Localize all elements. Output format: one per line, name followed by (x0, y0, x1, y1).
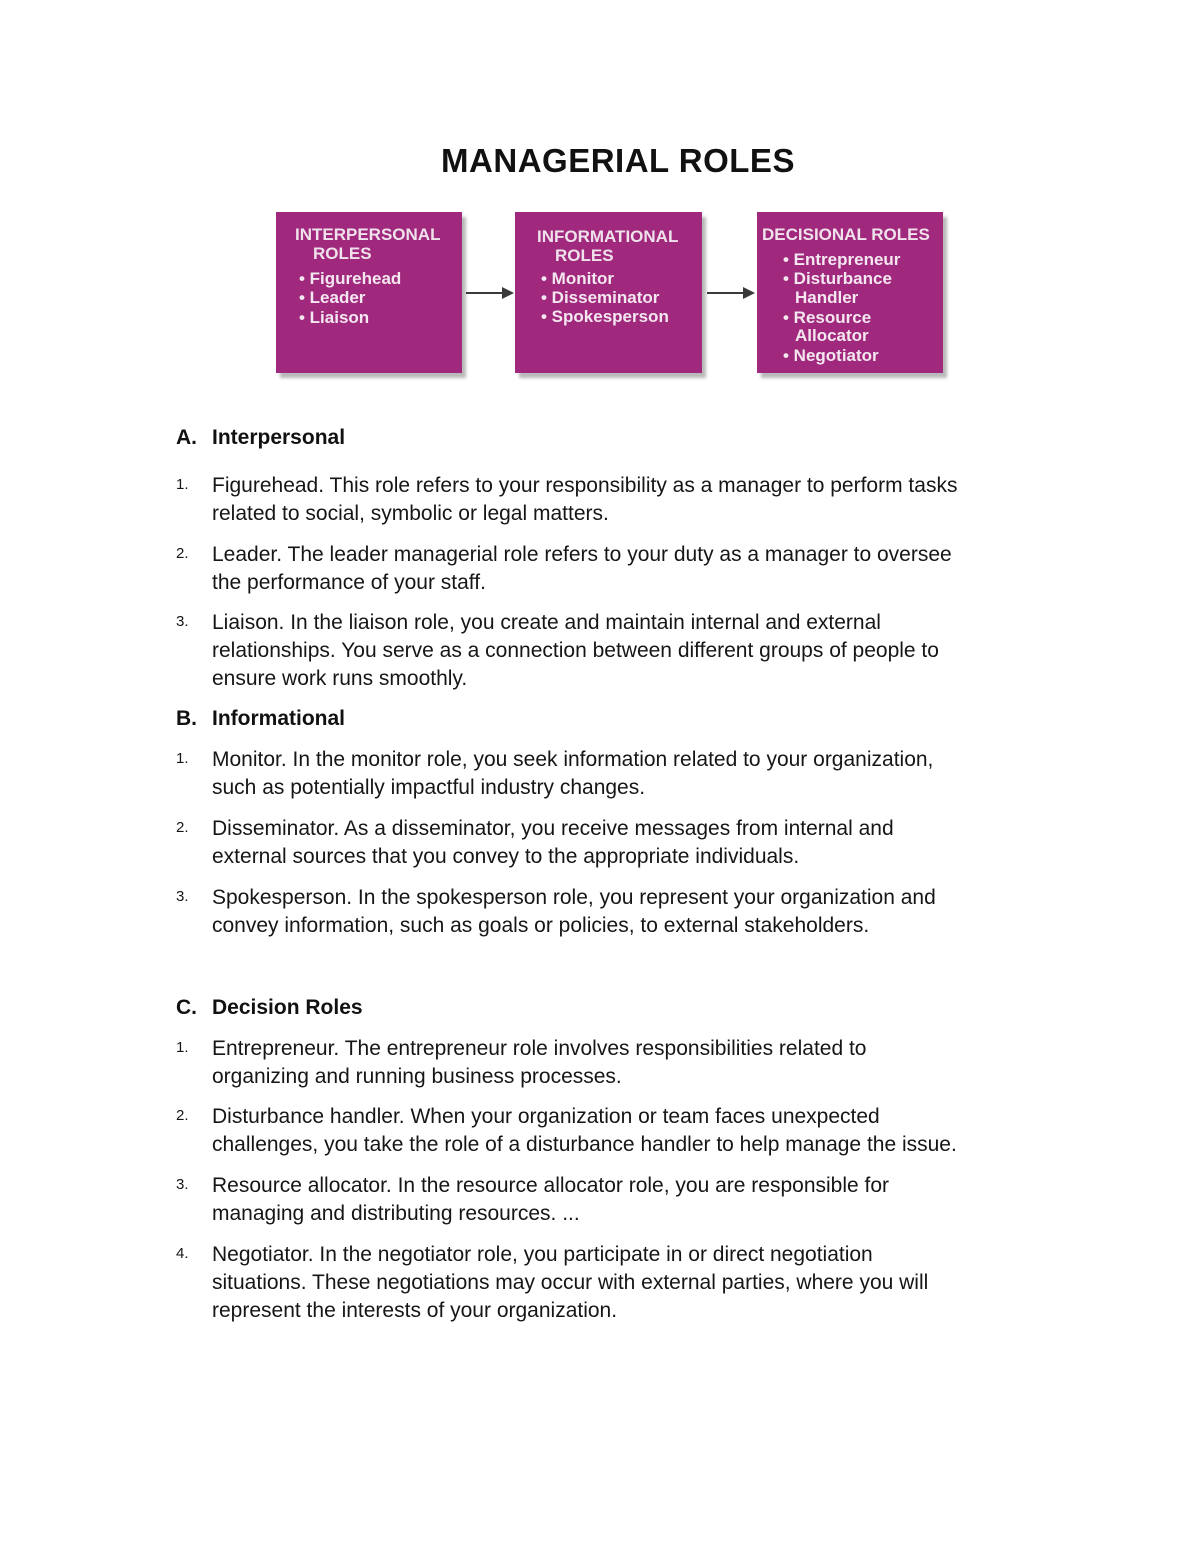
item-line: Leader. The leader managerial role refers to your duty as a manager to oversee (212, 543, 952, 566)
section-heading (176, 423, 1076, 453)
item-number: 2. (176, 545, 189, 562)
list-item (176, 541, 1076, 597)
box-item: • Figurehead (299, 269, 402, 288)
item-number: 3. (176, 888, 189, 905)
section-heading-text: Decision Roles (212, 996, 363, 1019)
section-heading-text: Interpersonal (212, 426, 346, 449)
item-number: 3. (176, 613, 189, 630)
item-line: Figurehead. This role refers to your responsibility as a manager to perform tasks (212, 474, 958, 497)
list-item (176, 1241, 1076, 1325)
item-number: 2. (176, 819, 189, 836)
box-title-line: ROLES (313, 244, 372, 263)
item-line: challenges, you take the role of a disturbance handler to help manage the issue. (212, 1133, 957, 1156)
section-decision-roles (176, 993, 1076, 1325)
list-item (176, 1103, 1076, 1159)
box-item: Handler (795, 288, 859, 307)
section-heading (176, 993, 1076, 1023)
item-line: external sources that you convey to the appropriate individuals. (212, 845, 800, 868)
arrow-icon (466, 292, 512, 294)
arrow-icon (707, 292, 753, 294)
item-line: Monitor. In the monitor role, you seek information related to your organization, (212, 748, 934, 771)
item-line: Entrepreneur. The entrepreneur role involves responsibilities related to (212, 1037, 867, 1060)
box-title-line: INTERPERSONAL (295, 225, 441, 244)
item-number: 4. (176, 1245, 189, 1262)
section-heading (176, 704, 1076, 734)
item-line: such as potentially impactful industry changes. (212, 776, 646, 799)
section-interpersonal (176, 423, 1076, 693)
box-item: Allocator (795, 326, 869, 345)
item-line: Liaison. In the liaison role, you create and maintain internal and external (212, 611, 881, 634)
page-title: MANAGERIAL ROLES (441, 142, 795, 179)
item-line: Spokesperson. In the spokesperson role, you represent your organization and (212, 886, 936, 909)
box-item: • Negotiator (783, 346, 879, 365)
box-item: • Liaison (299, 308, 370, 327)
item-line: the performance of your staff. (212, 571, 486, 594)
section-letter: C. (176, 996, 197, 1019)
list-item (176, 1172, 1076, 1228)
box-item: • Leader (299, 288, 366, 307)
managerial-roles-diagram (0, 0, 1200, 400)
section-heading-text: Informational (212, 707, 346, 730)
item-number: 1. (176, 750, 189, 767)
list-item (176, 815, 1076, 871)
list-item (176, 472, 1076, 528)
item-number: 1. (176, 1039, 189, 1056)
box-item: • Disturbance (783, 269, 892, 288)
item-number: 3. (176, 1176, 189, 1193)
box-title-line: DECISIONAL ROLES (762, 225, 930, 244)
section-informational (176, 704, 1076, 940)
item-number: 1. (176, 476, 189, 493)
box-item: • Spokesperson (541, 307, 669, 326)
box-item: • Monitor (541, 269, 614, 288)
item-line: relationships. You serve as a connection between different groups of people to (212, 639, 939, 662)
list-item (176, 1035, 1076, 1091)
item-line: organizing and running business processes. (212, 1065, 622, 1088)
item-line: Resource allocator. In the resource allocator role, you are responsible for (212, 1174, 890, 1197)
section-letter: B. (176, 707, 197, 730)
item-line: ensure work runs smoothly. (212, 667, 468, 690)
box-title-line: ROLES (555, 246, 614, 265)
informational-roles-box (515, 212, 702, 373)
box-title-line: INFORMATIONAL (537, 227, 679, 246)
item-line: situations. These negotiations may occur with external parties, where you will (212, 1271, 929, 1294)
box-item: • Disseminator (541, 288, 660, 307)
interpersonal-roles-box (276, 212, 462, 373)
item-line: Disturbance handler. When your organization or team faces unexpected (212, 1105, 880, 1128)
item-line: related to social, symbolic or legal matters. (212, 502, 609, 525)
item-line: represent the interests of your organization. (212, 1299, 618, 1322)
item-line: Negotiator. In the negotiator role, you participate in or direct negotiation (212, 1243, 873, 1266)
item-number: 2. (176, 1107, 189, 1124)
decisional-roles-box (757, 212, 943, 373)
item-line: convey information, such as goals or policies, to external stakeholders. (212, 914, 870, 937)
list-item (176, 609, 1076, 693)
list-item (176, 884, 1076, 940)
list-item (176, 746, 1076, 802)
box-item: • Entrepreneur (783, 250, 901, 269)
item-line: Disseminator. As a disseminator, you receive messages from internal and (212, 817, 894, 840)
section-letter: A. (176, 426, 197, 449)
item-line: managing and distributing resources. ... (212, 1202, 580, 1225)
box-item: • Resource (783, 308, 872, 327)
